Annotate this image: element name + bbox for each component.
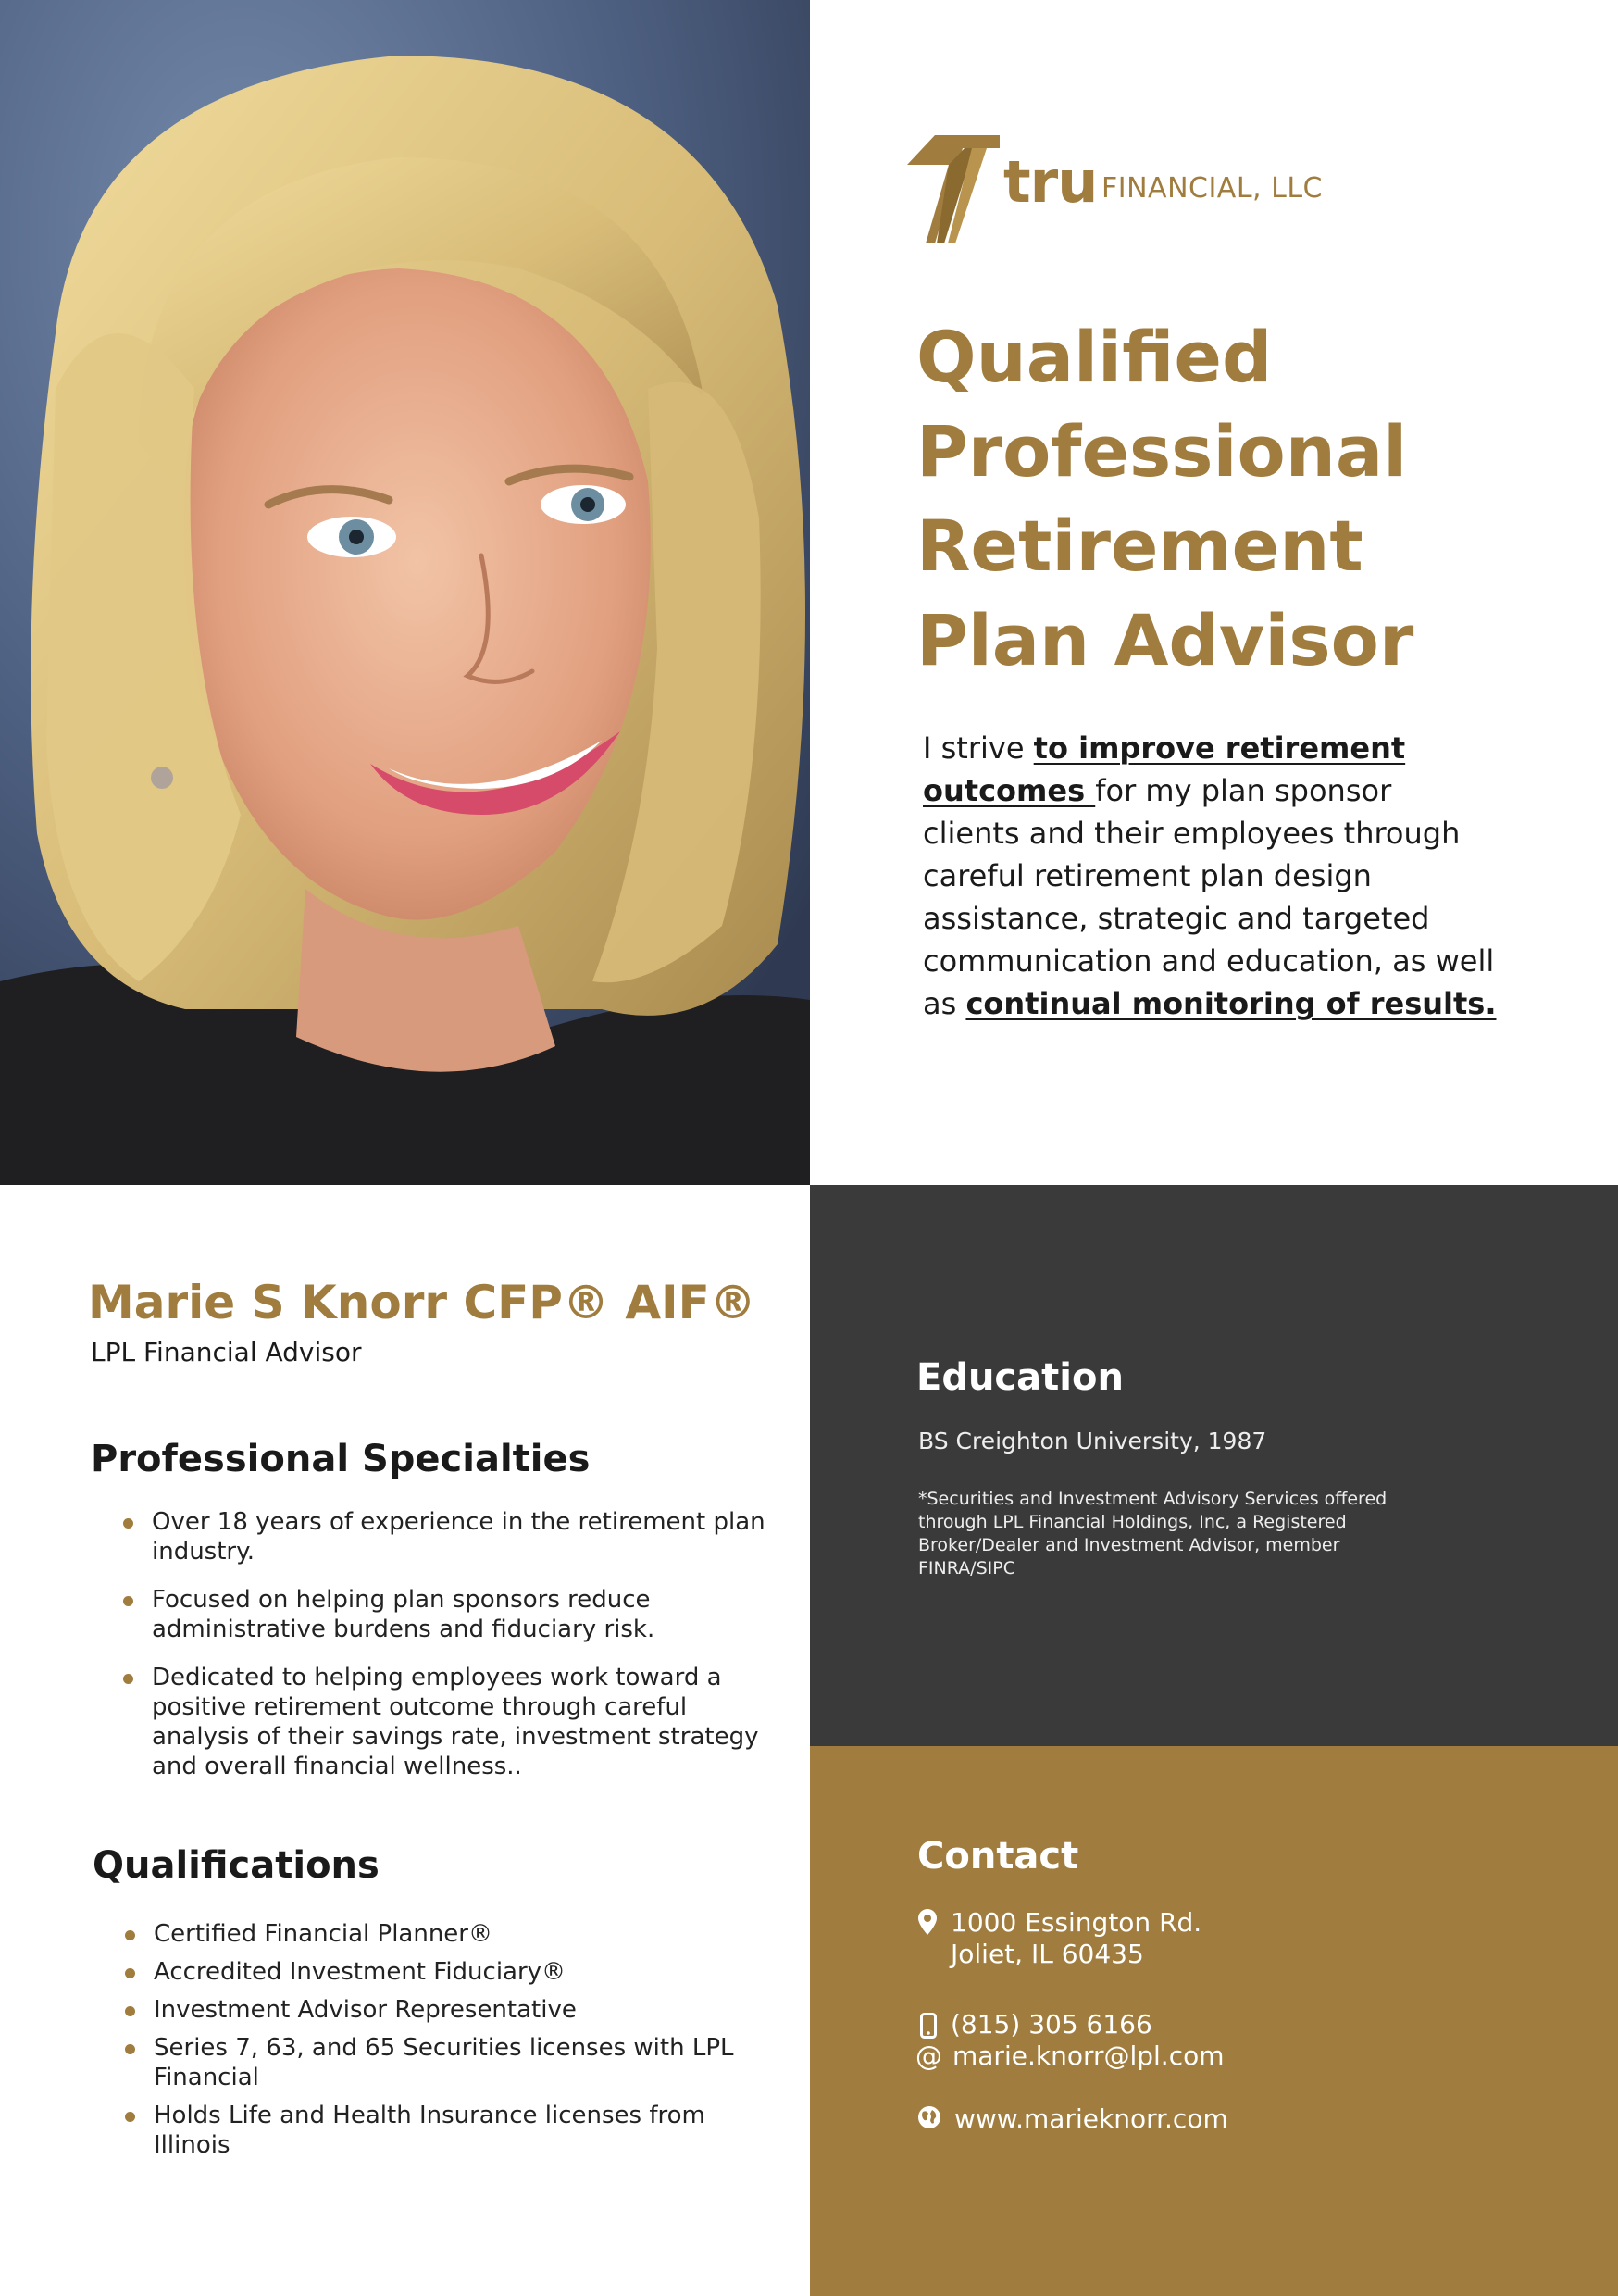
contact-panel [810, 1746, 1618, 2296]
globe-icon [917, 2105, 941, 2129]
advisor-name: Marie S Knorr CFP® AIF® [88, 1276, 756, 1329]
bullet-icon [125, 2112, 135, 2122]
bullet-icon [123, 1674, 133, 1684]
page-headline [916, 310, 1518, 688]
securities-disclaimer: *Securities and Investment Advisory Services offered through LPL Financial Holdings, Inc, a Registered Broker/Dealer and Investment Advisor, member FINRA/SIPC [918, 1489, 1388, 1578]
list-item [91, 1507, 776, 1566]
list-item-text: Holds Life and Health Insurance licenses from Illinois [154, 2102, 705, 2159]
portrait-illustration [0, 0, 810, 1185]
education-panel [810, 1185, 1618, 1746]
bullet-icon [125, 1930, 135, 1940]
list-item-text: Focused on helping plan sponsors reduce administrative burdens and fiduciary risk. [152, 1586, 655, 1643]
phone-number[interactable]: (815) 305 6166 [951, 2009, 1152, 2040]
list-item-text: Investment Advisor Representative [154, 1996, 577, 2024]
specialties-list [91, 1507, 776, 1800]
list-item-text: Certified Financial Planner® [154, 1920, 492, 1948]
mission-emphasis: to improve retirement outcomes [923, 730, 1406, 808]
mission-statement [923, 727, 1497, 1025]
website-link[interactable]: www.marieknorr.com [954, 2103, 1228, 2134]
headline-line: Professional [916, 410, 1408, 493]
education-degree: BS Creighton University, 1987 [918, 1428, 1267, 1454]
bullet-icon [125, 2044, 135, 2054]
bullet-icon [123, 1596, 133, 1606]
qualifications-list [93, 1919, 778, 2168]
headline-line: Retirement [916, 505, 1363, 587]
bullet-icon [125, 1968, 135, 1978]
list-item [91, 1585, 776, 1644]
map-pin-icon [918, 1909, 937, 1935]
logo-brand-text: FINANCIAL, LLC [1101, 172, 1323, 205]
advisor-role: LPL Financial Advisor [91, 1337, 362, 1367]
logo-mark-icon [907, 128, 1009, 248]
email-link[interactable]: marie.knorr@lpl.com [952, 2040, 1225, 2071]
address-line-2: Joliet, IL 60435 [951, 1939, 1144, 1969]
list-item [91, 1663, 776, 1781]
list-item [93, 1995, 778, 2025]
email-at-icon: @ [915, 2040, 942, 2072]
headline-line: Qualified [916, 316, 1273, 398]
education-heading: Education [916, 1356, 1124, 1399]
mission-emphasis: continual monitoring of results. [965, 986, 1497, 1021]
address-line-1: 1000 Essington Rd. [951, 1907, 1202, 1938]
phone-icon [920, 2013, 937, 2039]
logo-brand-bold: tru [1003, 148, 1098, 216]
specialties-heading: Professional Specialties [91, 1438, 591, 1480]
list-item-text: Over 18 years of experience in the retirement plan industry. [152, 1508, 765, 1566]
advisor-portrait [0, 0, 810, 1185]
bullet-icon [125, 2006, 135, 2016]
list-item-text: Series 7, 63, and 65 Securities licenses with LPL Financial [154, 2034, 734, 2091]
contact-heading: Contact [917, 1835, 1079, 1878]
mission-text: I strive [923, 730, 1034, 766]
list-item [93, 2033, 778, 2092]
list-item-text: Accredited Investment Fiduciary® [154, 1958, 566, 1986]
list-item [93, 1919, 778, 1949]
list-item-text: Dedicated to helping employees work toward a positive retirement outcome through careful analysis of their savings rate, investment strategy and overall financial wellness.. [152, 1664, 759, 1780]
bullet-icon [123, 1518, 133, 1529]
mission-text: for my plan sponsor clients and their employees through careful retirement plan design assistance, strategic and targeted communication and education, as well as [923, 773, 1495, 1021]
company-logo [907, 120, 1342, 250]
list-item [93, 1957, 778, 1987]
qualifications-heading: Qualifications [93, 1844, 380, 1887]
headline-line: Plan Advisor [916, 599, 1414, 681]
list-item [93, 2101, 778, 2160]
